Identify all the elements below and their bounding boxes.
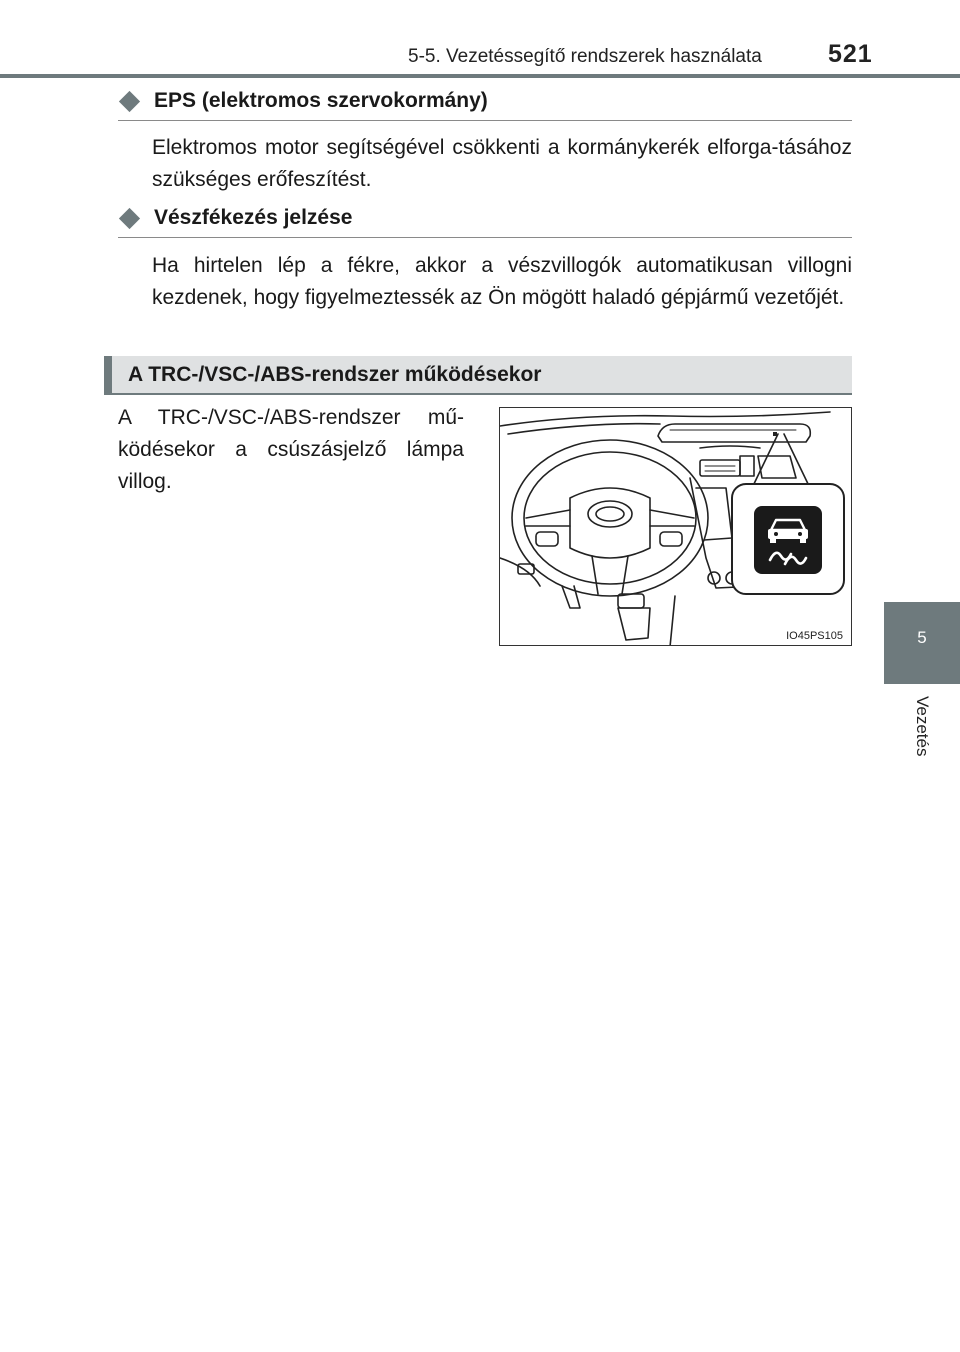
chapter-label: Vezetés <box>913 696 932 757</box>
dashboard-illustration <box>499 407 852 646</box>
chapter-number: 5 <box>917 628 927 647</box>
diamond-bullet-icon <box>119 90 140 111</box>
chapter-tab <box>884 602 960 684</box>
page-number: 521 <box>828 40 873 68</box>
emergency-brake-heading <box>118 206 852 238</box>
eps-heading-text: EPS (elektromos szervokormány) <box>154 89 488 112</box>
section-banner <box>104 356 852 395</box>
eps-heading <box>118 89 852 121</box>
emergency-brake-heading-text: Vészfékezés jelzése <box>154 206 353 229</box>
slip-indicator-icon <box>754 506 822 574</box>
diamond-bullet-icon <box>119 207 140 228</box>
running-header-title: 5-5. Vezetéssegítő rendszerek használata <box>408 46 762 67</box>
eps-paragraph: Elektromos motor segítségével csökkenti a kormánykerék elforga-tásához szükséges erőfeszítést. <box>152 136 852 191</box>
emergency-brake-paragraph: Ha hirtelen lép a fékre, akkor a vészvillogók automatikusan villogni kezdenek, hogy figyelmeztessék az Ön mögött haladó gépjármű vezetőjét. <box>152 254 852 309</box>
banner-accent <box>104 356 112 393</box>
header-divider <box>0 74 960 78</box>
trc-paragraph: A TRC-/VSC-/ABS-rendszer mű-ködésekor a csúszásjelző lámpa villog. <box>118 406 464 493</box>
section-banner-title: A TRC-/VSC-/ABS-rendszer működésekor <box>128 363 542 386</box>
figure-id: IO45PS105 <box>786 630 843 642</box>
dashboard-drawing <box>500 408 852 646</box>
